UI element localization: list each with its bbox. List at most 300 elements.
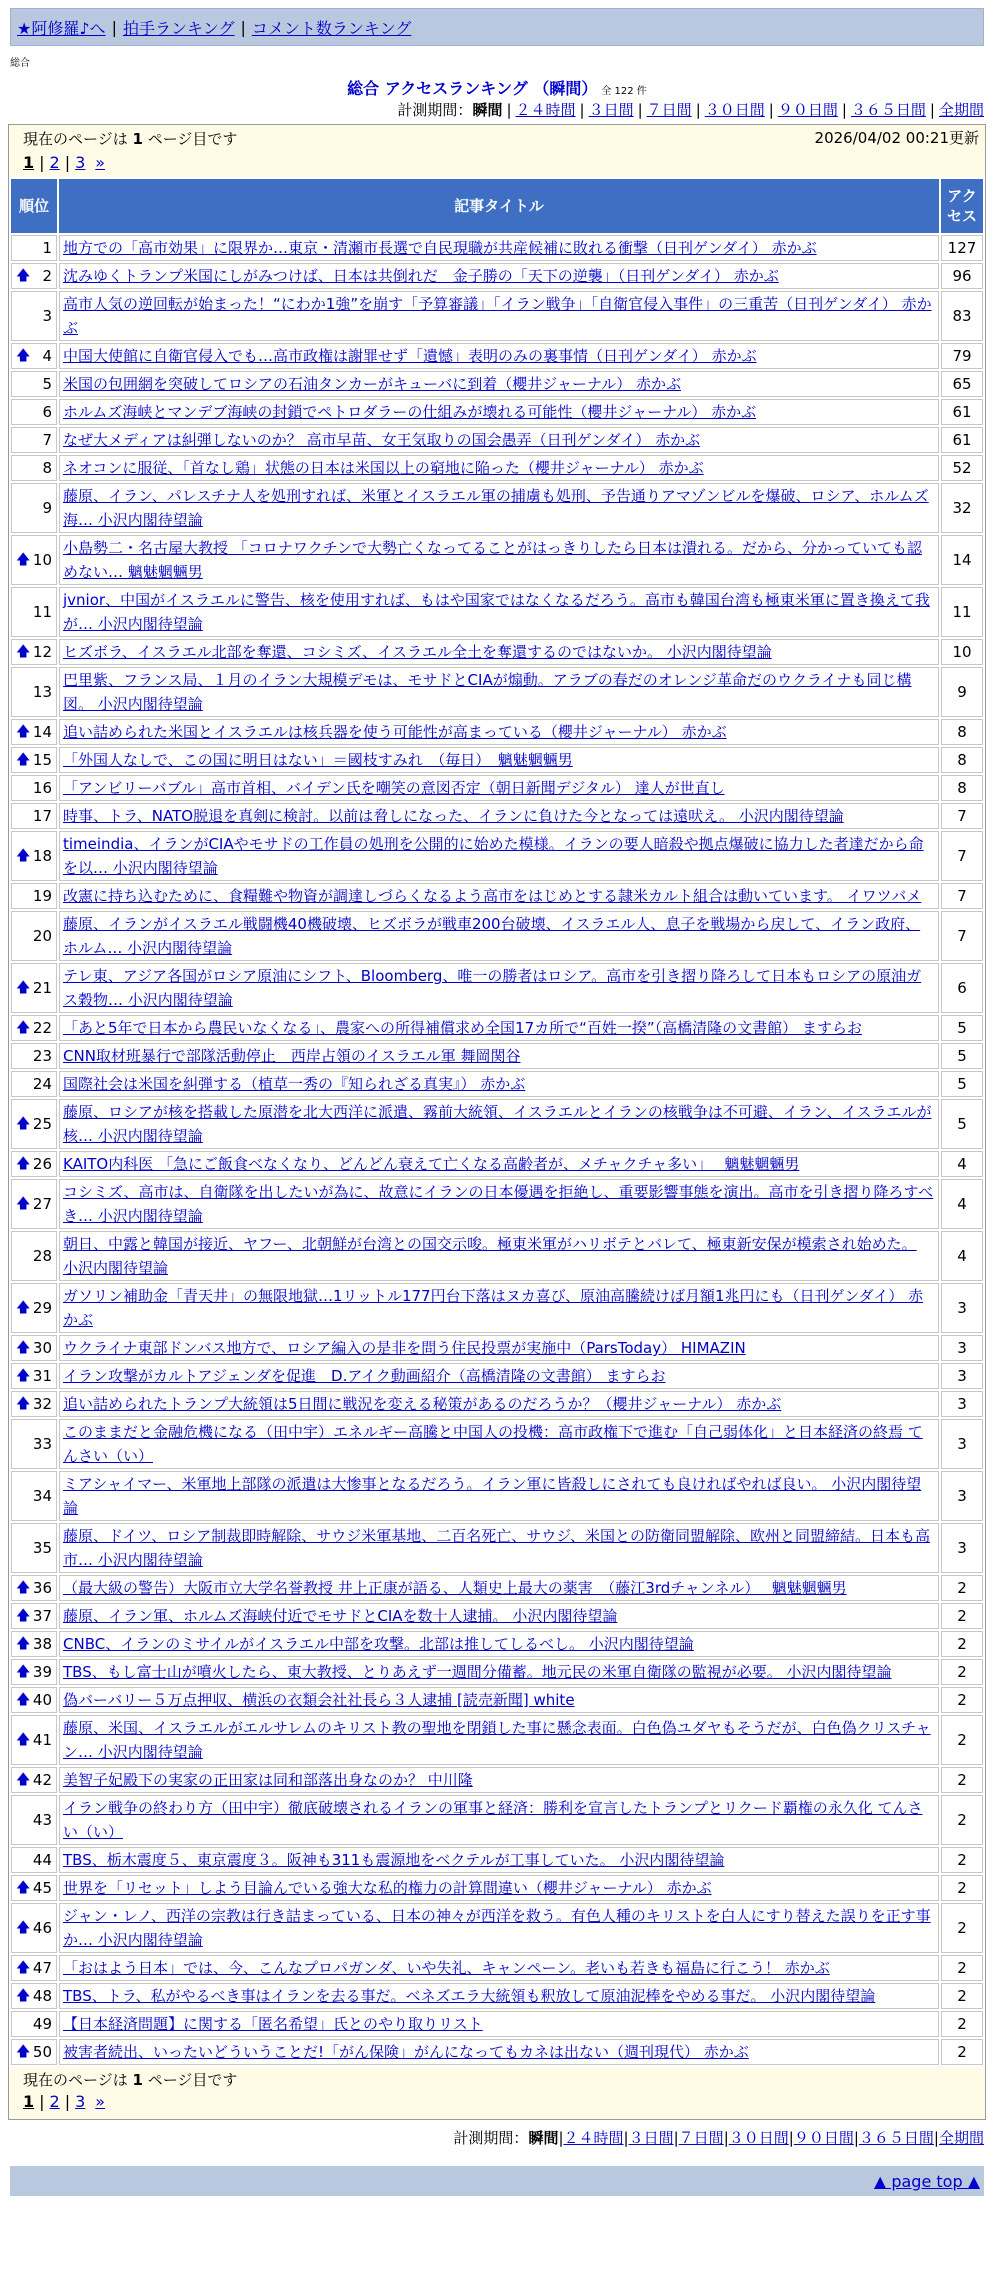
title-cell [59, 483, 939, 533]
table-row [11, 1715, 983, 1765]
access-count: 5 [941, 1043, 983, 1069]
rank-up-arrow-icon: 🡅 [16, 1636, 31, 1652]
article-title-link[interactable]: 中国大使館に自衛官侵入でも…高市政権は謝罪せず「遺憾」表明のみの裏事情（日刊ゲンダイ） 赤かぶ [63, 347, 757, 365]
rank-number: 2 [42, 267, 52, 285]
table-row [11, 1099, 983, 1149]
total-count: 全 122 件 [601, 86, 647, 97]
rank-up-arrow-icon: 🡅 [16, 1580, 31, 1596]
period-option-link[interactable]: ９０日間 [777, 101, 838, 119]
article-title-link[interactable]: timeindia、イランがCIAやモサドの工作員の処刑を公開的に始めた模様。イランの要人暗殺や拠点爆破に協力した者達だから命を以… 小沢内閣待望論 [63, 835, 924, 877]
table-header-row [11, 179, 983, 233]
table-row [11, 963, 983, 1013]
article-title-link[interactable]: 時事、トラ、NATO脱退を真剣に検討。以前は脅しになった、イランに負けた今となっては遠吠え。 小沢内閣待望論 [63, 807, 844, 825]
rank-cell [11, 1335, 57, 1361]
rank-number: 34 [32, 1487, 52, 1505]
article-title-link[interactable]: ネオコンに服従、「首なし鶏」状態の日本は米国以上の窮地に陥った（櫻井ジャーナル） 赤かぶ [63, 459, 704, 477]
rank-cell [11, 1391, 57, 1417]
rank-number: 26 [32, 1155, 52, 1173]
table-row [11, 1471, 983, 1521]
rank-number: 30 [32, 1339, 52, 1357]
period-separator: | [623, 2129, 629, 2147]
access-count: 65 [941, 371, 983, 397]
period-label: 計測期間： [453, 2129, 529, 2147]
period-option-link[interactable]: ３６５日間 [850, 101, 926, 119]
table-row [11, 1795, 983, 1845]
rank-number: 18 [32, 847, 52, 865]
article-title-link[interactable]: （最大級の警告）大阪市立大学名誉教授 井上正康が語る、人類史上最大の薬害 （藤江3rdチャンネル） 魑魅魍魎男 [63, 1579, 847, 1597]
rank-cell [11, 1099, 57, 1149]
article-title-link[interactable]: 世界を「リセット」しよう目論んでいる強大な私的権力の計算間違い（櫻井ジャーナル） 赤かぶ [63, 1879, 712, 1897]
table-row [11, 1335, 983, 1361]
article-title-link[interactable]: テレ東、アジア各国がロシア原油にシフト、Bloomberg、唯一の勝者はロシア。高市を引き摺り降ろして日本もロシアの原油ガス穀物… 小沢内閣待望論 [63, 967, 922, 1009]
access-count: 7 [941, 803, 983, 829]
rank-cell [11, 803, 57, 829]
page-top-link[interactable]: ▲ page top ▲ [873, 2171, 980, 2191]
access-count: 2 [941, 1603, 983, 1629]
rank-number: 46 [32, 1919, 52, 1937]
rank-cell [11, 2039, 57, 2065]
article-title-link[interactable]: 改憲に持ち込むために、食糧難や物資が調達しづらくなるよう高市をはじめとする隷米カルト組合は動いています。 イワツバメ [63, 887, 922, 905]
rank-cell [11, 1151, 57, 1177]
title-cell [59, 235, 939, 261]
article-title-link[interactable]: 「アンビリーバブル」高市首相、バイデン氏を嘲笑の意図否定（朝日新聞デジタル） 達人が世直し [63, 779, 725, 797]
title-cell [59, 1043, 939, 1069]
rank-cell [11, 371, 57, 397]
article-title-link[interactable]: 高市人気の逆回転が始まった！“にわか1強”を崩す「予算審議」「イラン戦争」「自衛官侵入事件」の三重苦（日刊ゲンダイ） 赤かぶ [63, 295, 932, 337]
rank-number: 19 [32, 887, 52, 905]
title-cell [59, 1283, 939, 1333]
rank-number: 6 [42, 403, 52, 421]
pager-current-page[interactable]: 1 [23, 2092, 35, 2111]
title-cell [59, 1715, 939, 1765]
article-title-link[interactable]: 国際社会は米国を糾弾する（植草一秀の『知られざる真実』） 赤かぶ [63, 1075, 526, 1093]
article-title-link[interactable]: 「あと5年で日本から農民いなくなる」、農家への所得補償求め全国17カ所で“百姓一揆”（高橋清隆の文書館） ますらお [63, 1019, 862, 1037]
rank-cell [11, 1715, 57, 1765]
pager-separator: | [39, 2092, 45, 2111]
title-cell [59, 291, 939, 341]
rank-number: 27 [32, 1195, 52, 1213]
title-cell [59, 1335, 939, 1361]
access-count: 61 [941, 399, 983, 425]
period-option-link[interactable]: ３０日間 [728, 2129, 789, 2147]
access-count: 3 [941, 1523, 983, 1573]
rank-cell [11, 1903, 57, 1953]
table-row [11, 2011, 983, 2037]
title-cell [59, 831, 939, 881]
rank-cell [11, 667, 57, 717]
article-title-link[interactable]: TBS、トラ、私がやるべき事はイランを去る事だ。ベネズエラ大統領も釈放して原油泥棒をやめる事だ。 小沢内閣待望論 [63, 1987, 876, 2005]
rank-up-arrow-icon: 🡅 [16, 1664, 31, 1680]
rank-cell [11, 775, 57, 801]
article-title-link[interactable]: ジャン・レノ、西洋の宗教は行き詰まっている、日本の神々が西洋を救う。有色人種のキリストを白人にすり替えた誤りを正す事か… 小沢内閣待望論 [63, 1907, 931, 1949]
rank-up-arrow-icon: 🡅 [16, 1732, 31, 1748]
table-row [11, 1631, 983, 1657]
updated-timestamp: 2026/04/02 00:21更新 [814, 129, 979, 147]
article-title-link[interactable]: ガソリン補助金「青天井」の無限地獄…1リットル177円台下落はヌカ喜び、原油高騰続けば月額1兆円にも（日刊ゲンダイ） 赤かぶ [63, 1287, 924, 1329]
rank-cell [11, 639, 57, 665]
rank-number: 37 [32, 1607, 52, 1625]
rank-header: 順位 [11, 179, 57, 233]
rank-number: 38 [32, 1635, 52, 1653]
rank-number: 32 [32, 1395, 52, 1413]
article-title-link[interactable]: ホルムズ海峡とマンデブ海峡の封鎖でペトロダラーの仕組みが壊れる可能性（櫻井ジャーナル） 赤かぶ [63, 403, 757, 421]
current-page-text [23, 2069, 971, 2090]
rank-cell [11, 1471, 57, 1521]
table-row [11, 399, 983, 425]
pager-next-link[interactable]: » [95, 2092, 106, 2111]
article-title-link[interactable]: 「外国人なしで、この国に明日はない」＝國枝すみれ （毎日） 魑魅魍魎男 [63, 751, 573, 769]
access-count: 5 [941, 1015, 983, 1041]
title-cell [59, 1471, 939, 1521]
rank-cell [11, 747, 57, 773]
table-row [11, 235, 983, 261]
article-title-link[interactable]: イラン攻撃がカルトアジェンダを促進 D.アイク動画紹介（高橋清隆の文書館） ますらお [63, 1367, 666, 1385]
article-title-link[interactable]: 追い詰められたトランプ大統領は5日間に戦況を変える秘策があるのだろうか？（櫻井ジャーナル） 赤かぶ [63, 1395, 782, 1413]
table-row [11, 883, 983, 909]
period-separator: | [929, 101, 935, 119]
access-count: 2 [941, 1955, 983, 1981]
title-cell [59, 1099, 939, 1149]
table-row [11, 1603, 983, 1629]
rank-cell [11, 455, 57, 481]
article-title-link[interactable]: 偽バーバリー５万点押収、横浜の衣類会社社長ら３人逮捕 [読売新聞] white [63, 1691, 575, 1709]
page-title-row [0, 76, 994, 98]
pager-current-page[interactable]: 1 [23, 153, 35, 172]
rank-cell [11, 1955, 57, 1981]
rank-number: 28 [32, 1247, 52, 1265]
rank-cell [11, 343, 57, 369]
pager-bottom [23, 2090, 971, 2114]
rank-cell [11, 911, 57, 961]
article-title-link[interactable]: 藤原、ロシアが核を搭載した原潜を北大西洋に派遣、霧前大統領、イスラエルとイランの核戦争は不可避、イラン、イスラエルが核… 小沢内閣待望論 [63, 1103, 932, 1145]
period-option-link[interactable]: ９０日間 [793, 2129, 854, 2147]
rank-number: 36 [32, 1579, 52, 1597]
article-title-link[interactable]: KAITO内科医 「急にご飯食べなくなり、どんどん衰えて亡くなる高齢者が、メチャクチャ多い」 魑魅魍魎男 [63, 1155, 800, 1173]
category-label: 総合 [10, 58, 30, 69]
period-separator: | [579, 101, 585, 119]
period-option-link[interactable]: ３０日間 [704, 101, 765, 119]
period-separator: | [506, 101, 512, 119]
table-row [11, 747, 983, 773]
rank-number: 3 [42, 307, 52, 325]
table-row [11, 587, 983, 637]
title-cell [59, 1603, 939, 1629]
pager-separator: | [64, 2092, 71, 2111]
rank-up-arrow-icon: 🡅 [16, 1368, 31, 1384]
rank-cell [11, 535, 57, 585]
access-count: 52 [941, 455, 983, 481]
pager-page-link[interactable]: 2 [49, 2092, 60, 2111]
rank-cell [11, 2011, 57, 2037]
access-count: 2 [941, 1631, 983, 1657]
article-title-link[interactable]: イラン戦争の終わり方（田中宇）徹底破壊されるイランの軍事と経済：勝利を宣言したトランプとリクード覇権の永久化 てんさい（い） [63, 1799, 923, 1841]
title-cell [59, 1767, 939, 1793]
table-row [11, 1231, 983, 1281]
title-cell [59, 1575, 939, 1601]
pager-separator: | [64, 153, 71, 172]
period-option-link[interactable]: ３日間 [628, 2129, 674, 2147]
period-option-link[interactable]: ７日間 [678, 2129, 724, 2147]
title-cell [59, 963, 939, 1013]
table-row [11, 427, 983, 453]
period-separator: | [673, 2129, 679, 2147]
article-title-link[interactable]: 藤原、米国、イスラエルがエルサレムのキリスト教の聖地を閉鎖した事に懸念表面。白色偽ユダヤもそうだが、白色偽クリスチャン… 小沢内閣待望論 [63, 1719, 931, 1761]
article-title-link[interactable]: 地方での「高市効果」に限界か…東京・清瀬市長選で自民現職が共産候補に敗れる衝撃（日刊ゲンダイ） 赤かぶ [63, 239, 817, 257]
rank-cell [11, 291, 57, 341]
ranking-table [9, 177, 985, 2067]
title-cell [59, 2011, 939, 2037]
table-row [11, 775, 983, 801]
rank-up-arrow-icon: 🡅 [16, 848, 31, 864]
title-cell [59, 911, 939, 961]
article-title-link[interactable]: ミアシャイマー、米軍地上部隊の派遣は大惨事となるだろう。イラン軍に皆殺しにされても良ければやれば良い。 小沢内閣待望論 [63, 1475, 922, 1517]
title-cell [59, 1523, 939, 1573]
rank-cell [11, 883, 57, 909]
rank-number: 35 [32, 1539, 52, 1557]
rank-number: 40 [32, 1691, 52, 1709]
rank-cell [11, 263, 57, 289]
rank-number: 23 [32, 1047, 52, 1065]
rank-number: 29 [32, 1299, 52, 1317]
rank-number: 13 [32, 683, 52, 701]
access-count: 7 [941, 883, 983, 909]
rank-up-arrow-icon: 🡅 [16, 724, 31, 740]
article-title-link[interactable]: コシミズ、高市は、自衛隊を出したいが為に、故意にイランの日本優遇を拒絶し、重要影響事態を演出。高市を引き摺り降ろすべき… 小沢内閣待望論 [63, 1183, 934, 1225]
period-selector-bottom [10, 2126, 984, 2150]
table-row [11, 1523, 983, 1573]
period-separator: | [933, 2129, 939, 2147]
page-info-header [9, 125, 985, 177]
rank-cell [11, 427, 57, 453]
article-title-link[interactable]: 朝日、中露と韓国が接近、ヤフー、北朝鮮が台湾との国交示唆。極東米軍がハリボテとバレて、極東新安保が模索され始めた。 小沢内閣待望論 [63, 1235, 917, 1277]
article-title-link[interactable]: TBS、栃木震度５、東京震度３。阪神も311も震源地をベクテルが工事していた。 小沢内閣待望論 [63, 1851, 725, 1869]
article-title-link[interactable]: 巴里紫、フランス局、１月のイラン大規模デモは、モサドとCIAが煽動。アラブの春だのオレンジ革命だのウクライナも同じ構図。 小沢内閣待望論 [63, 671, 912, 713]
access-count: 3 [941, 1335, 983, 1361]
period-separator: | [723, 2129, 729, 2147]
article-title-link[interactable]: TBS、もし富士山が噴火したら、東大教授、とりあえず一週間分備蓄。地元民の米軍自衛隊の監視が必要。 小沢内閣待望論 [63, 1663, 892, 1681]
table-row [11, 291, 983, 341]
rank-number: 11 [32, 603, 52, 621]
rank-number: 9 [42, 499, 52, 517]
title-cell [59, 535, 939, 585]
ranking-table-body [11, 235, 983, 2065]
article-title-link[interactable]: 米国の包囲網を突破してロシアの石油タンカーがキューバに到着（櫻井ジャーナル） 赤かぶ [63, 375, 681, 393]
title-cell [59, 883, 939, 909]
title-cell [59, 1983, 939, 2009]
title-cell [59, 1847, 939, 1873]
article-title-link[interactable]: 沈みゆくトランプ米国にしがみつけば、日本は共倒れだ 金子勝の「天下の逆襲」（日刊ゲンダイ） 赤かぶ [63, 267, 779, 285]
rank-up-arrow-icon: 🡅 [16, 1156, 31, 1172]
rank-number: 47 [32, 1959, 52, 1977]
rank-cell [11, 587, 57, 637]
article-title-link[interactable]: 小島勢二・名古屋大教授 「コロナワクチンで大勢亡くなってることがはっきりしたら日本は潰れる。だから、分かっていても認めない… 魑魅魍魎男 [63, 539, 923, 581]
period-current: 瞬間 [472, 101, 503, 119]
access-count: 2 [941, 1659, 983, 1685]
access-count: 3 [941, 1419, 983, 1469]
table-row [11, 1659, 983, 1685]
table-row [11, 1687, 983, 1713]
rank-up-arrow-icon: 🡅 [16, 1300, 31, 1316]
title-cell [59, 1903, 939, 1953]
title-cell [59, 1875, 939, 1901]
table-row [11, 1903, 983, 1953]
access-count: 2 [941, 1767, 983, 1793]
rank-number: 50 [32, 2043, 52, 2061]
rank-number: 15 [32, 751, 52, 769]
rank-number: 48 [32, 1987, 52, 2005]
table-row [11, 1151, 983, 1177]
rank-number: 49 [32, 2015, 52, 2033]
rank-number: 17 [32, 807, 52, 825]
access-count: 2 [941, 2039, 983, 2065]
pager-top [23, 151, 971, 175]
rank-up-arrow-icon: 🡅 [16, 1396, 31, 1412]
rank-number: 4 [42, 347, 52, 365]
current-page-post: ページ目です [147, 130, 238, 148]
bottom-bar [10, 2166, 984, 2196]
article-title-link[interactable]: 追い詰められた米国とイスラエルは核兵器を使う可能性が高まっている（櫻井ジャーナル） 赤かぶ [63, 723, 727, 741]
rank-number: 1 [42, 239, 52, 257]
title-cell [59, 1231, 939, 1281]
title-cell [59, 371, 939, 397]
period-separator: | [841, 101, 847, 119]
rank-cell [11, 1575, 57, 1601]
table-row [11, 1071, 983, 1097]
current-page-post: ページ目です [147, 2071, 238, 2089]
table-row [11, 263, 983, 289]
rank-up-arrow-icon: 🡅 [16, 644, 31, 660]
table-row [11, 1363, 983, 1389]
rank-cell [11, 1523, 57, 1573]
title-cell [59, 1659, 939, 1685]
rank-number: 45 [32, 1879, 52, 1897]
rank-cell [11, 1983, 57, 2009]
title-cell [59, 2039, 939, 2065]
title-cell [59, 803, 939, 829]
period-separator: | [768, 101, 774, 119]
title-cell [59, 639, 939, 665]
rank-number: 16 [32, 779, 52, 797]
rank-up-arrow-icon: 🡅 [16, 1988, 31, 2004]
clap-ranking-link[interactable]: 拍手ランキング [122, 18, 235, 38]
rank-cell [11, 1419, 57, 1469]
article-title-link[interactable]: jvnior、中国がイスラエルに警告、核を使用すれば、もはや国家ではなくなるだろう。高市も韓国台湾も極東米軍に置き換えて我が… 小沢内閣待望論 [63, 591, 930, 633]
table-row [11, 1419, 983, 1469]
rank-cell [11, 1687, 57, 1713]
title-cell [59, 667, 939, 717]
rank-up-arrow-icon: 🡅 [16, 752, 31, 768]
table-row [11, 831, 983, 881]
article-title-link[interactable]: CNBC、イランのミサイルがイスラエル中部を攻撃。北部は推してしるべし。 小沢内閣待望論 [63, 1635, 694, 1653]
access-count: 2 [941, 1795, 983, 1845]
access-count: 4 [941, 1179, 983, 1229]
table-row [11, 719, 983, 745]
pager-page-link[interactable]: 2 [49, 153, 60, 172]
title-cell [59, 719, 939, 745]
rank-up-arrow-icon: 🡅 [16, 552, 31, 568]
article-title-link[interactable]: 藤原、ドイツ、ロシア制裁即時解除、サウジ米軍基地、二百名死亡、サウジ、米国との防衛同盟解除、欧州と同盟締結。日本も高市… 小沢内閣待望論 [63, 1527, 931, 1569]
home-link[interactable]: ★阿修羅♪へ [17, 18, 106, 38]
article-title-link[interactable]: このままだと金融危機になる（田中宇）エネルギー高騰と中国人の投機：高市政権下で進む「自己弱体化」と日本経済の終焉 てんさい（い） [63, 1423, 923, 1465]
rank-number: 43 [32, 1811, 52, 1829]
rank-up-arrow-icon: 🡅 [16, 1920, 31, 1936]
rank-number: 7 [42, 431, 52, 449]
table-row [11, 911, 983, 961]
table-row [11, 483, 983, 533]
rank-number: 8 [42, 459, 52, 477]
rank-up-arrow-icon: 🡅 [16, 1196, 31, 1212]
period-option-link[interactable]: ２４時間 [515, 101, 576, 119]
title-cell [59, 343, 939, 369]
access-count: 5 [941, 1099, 983, 1149]
rank-up-arrow-icon: 🡅 [16, 1608, 31, 1624]
title-cell [59, 1795, 939, 1845]
rank-cell [11, 235, 57, 261]
period-option-link[interactable]: ３日間 [588, 101, 634, 119]
article-title-link[interactable]: 美智子妃殿下の実家の正田家は同和部落出身なのか？ 中川隆 [63, 1771, 473, 1789]
access-count: 32 [941, 483, 983, 533]
article-title-link[interactable]: 「おはよう日本」では、今、こんなプロパガンダ、いや失礼、キャンペーン。老いも若きも福島に行こう！ 赤かぶ [63, 1959, 830, 1977]
pager-page-link[interactable]: 3 [75, 153, 86, 172]
period-selector [10, 98, 984, 122]
article-title-link[interactable]: ウクライナ東部ドンバス地方で、ロシア編入の是非を問う住民投票が実施中（ParsToday） HIMAZIN [63, 1339, 746, 1357]
period-option-link[interactable]: ７日間 [646, 101, 692, 119]
table-row [11, 639, 983, 665]
pager-next-link[interactable]: » [95, 153, 106, 172]
access-count: 2 [941, 1715, 983, 1765]
rank-cell [11, 1071, 57, 1097]
pager-page-link[interactable]: 3 [75, 2092, 86, 2111]
rank-cell [11, 1179, 57, 1229]
rank-number: 24 [32, 1075, 52, 1093]
title-cell [59, 427, 939, 453]
rank-up-arrow-icon: 🡅 [16, 1692, 31, 1708]
period-separator: | [788, 2129, 794, 2147]
article-title-link[interactable]: CNN取材班暴行で部隊活動停止 西岸占領のイスラエル軍 舞岡関谷 [63, 1047, 521, 1065]
title-cell [59, 587, 939, 637]
article-title-link[interactable]: 藤原、イラン、パレスチナ人を処刑すれば、米軍とイスラエル軍の捕虜も処刑、予告通りアマゾンビルを爆破、ロシア、ホルムズ海… 小沢内閣待望論 [63, 487, 929, 529]
article-title-link[interactable]: 【日本経済問題】に関する「匿名希望」氏とのやり取りリスト [63, 2015, 483, 2033]
access-count: 2 [941, 2011, 983, 2037]
period-option-link[interactable]: 全期間 [938, 2129, 984, 2147]
access-count: 14 [941, 535, 983, 585]
period-option-link[interactable]: 全期間 [938, 101, 984, 119]
title-cell [59, 399, 939, 425]
access-count: 6 [941, 963, 983, 1013]
table-row [11, 1015, 983, 1041]
rank-cell [11, 399, 57, 425]
rank-cell [11, 1875, 57, 1901]
table-row [11, 371, 983, 397]
rank-cell [11, 1363, 57, 1389]
rank-up-arrow-icon: 🡅 [16, 1340, 31, 1356]
article-title-link[interactable]: なぜ大メディアは糾弾しないのか？ 高市早苗、女王気取りの国会愚弄（日刊ゲンダイ） 赤かぶ [63, 431, 701, 449]
page-info-footer [9, 2067, 985, 2119]
article-title-link[interactable]: 藤原、イラン軍、ホルムズ海峡付近でモサドとCIAを数十人逮捕。 小沢内閣待望論 [63, 1607, 618, 1625]
title-cell [59, 1015, 939, 1041]
comment-ranking-link[interactable]: コメント数ランキング [251, 18, 412, 38]
period-option-link[interactable]: ２４時間 [563, 2129, 624, 2147]
article-title-link[interactable]: ヒズボラ、イスラエル北部を奪還、コシミズ、イスラエル全土を奪還するのではないか。 小沢内閣待望論 [63, 643, 772, 661]
nav-separator: | [111, 17, 117, 37]
rank-number: 10 [32, 551, 52, 569]
period-option-link[interactable]: ３６５日間 [858, 2129, 934, 2147]
article-title-link[interactable]: 被害者続出、いったいどういうことだ!「がん保険」がんになってもカネは出ない（週刊現代） 赤かぶ [63, 2043, 749, 2061]
access-count: 61 [941, 427, 983, 453]
access-count: 4 [941, 1231, 983, 1281]
article-title-link[interactable]: 藤原、イランがイスラエル戦闘機40機破壊、ヒズボラが戦車200台破壊、イスラエル人、息子を戦場から戻して、イラン政府、ホルム… 小沢内閣待望論 [63, 915, 921, 957]
rank-number: 25 [32, 1115, 52, 1133]
